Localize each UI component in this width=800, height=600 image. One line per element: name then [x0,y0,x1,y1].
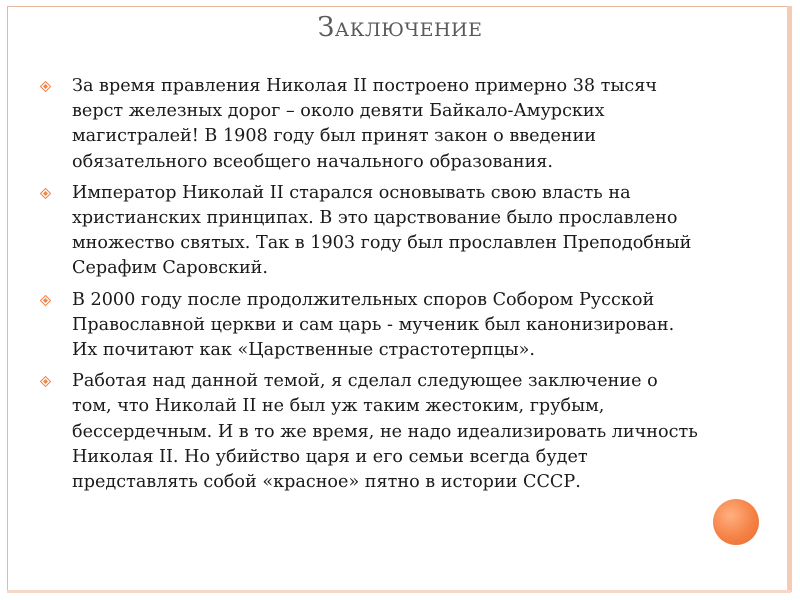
list-item [40,181,700,282]
list-item [40,369,700,495]
list-item [40,74,700,175]
ornament-bullet-icon [40,81,51,92]
bottom-accent-bar [7,590,791,593]
decorative-circle [713,499,759,545]
list-item [40,288,700,364]
ornament-bullet-icon [40,295,51,306]
ornament-bullet-icon [40,188,51,199]
list-item-text: В 2000 году после продолжительных споров Собором Русской Православной церкви и сам царь - мученик был канонизирован. Их почитают как «Царственные страстотерпцы». [72,289,675,361]
right-accent-bar [787,6,792,592]
ornament-bullet-icon [40,376,51,387]
list-item-text: Император Николай II старался основывать свою власть на христианских принципах. В это царствование было прославлено множество святых. Так в 1903 году был прославлен Преподобный Серафим Саровский. [72,182,692,279]
list-item-text: За время правления Николая II построено примерно 38 тысяч верст железных дорог – около девяти Байкало-Амурских магистралей! В 1908 году был принят закон о введении обязательного всеобщего начального образования. [72,76,657,172]
slide-title: Заключение [317,12,483,43]
bullet-list [40,74,700,501]
list-item-text: Работая над данной темой, я сделал следующее заключение о том, что Николай II не был уж таким жестоким, грубым, бессердечным. И в то же время, не надо идеализировать личность Николая II. Но убийство царя и его семьи всегда будет представлять собой «красное» пятно в истории СССР. [72,371,698,493]
